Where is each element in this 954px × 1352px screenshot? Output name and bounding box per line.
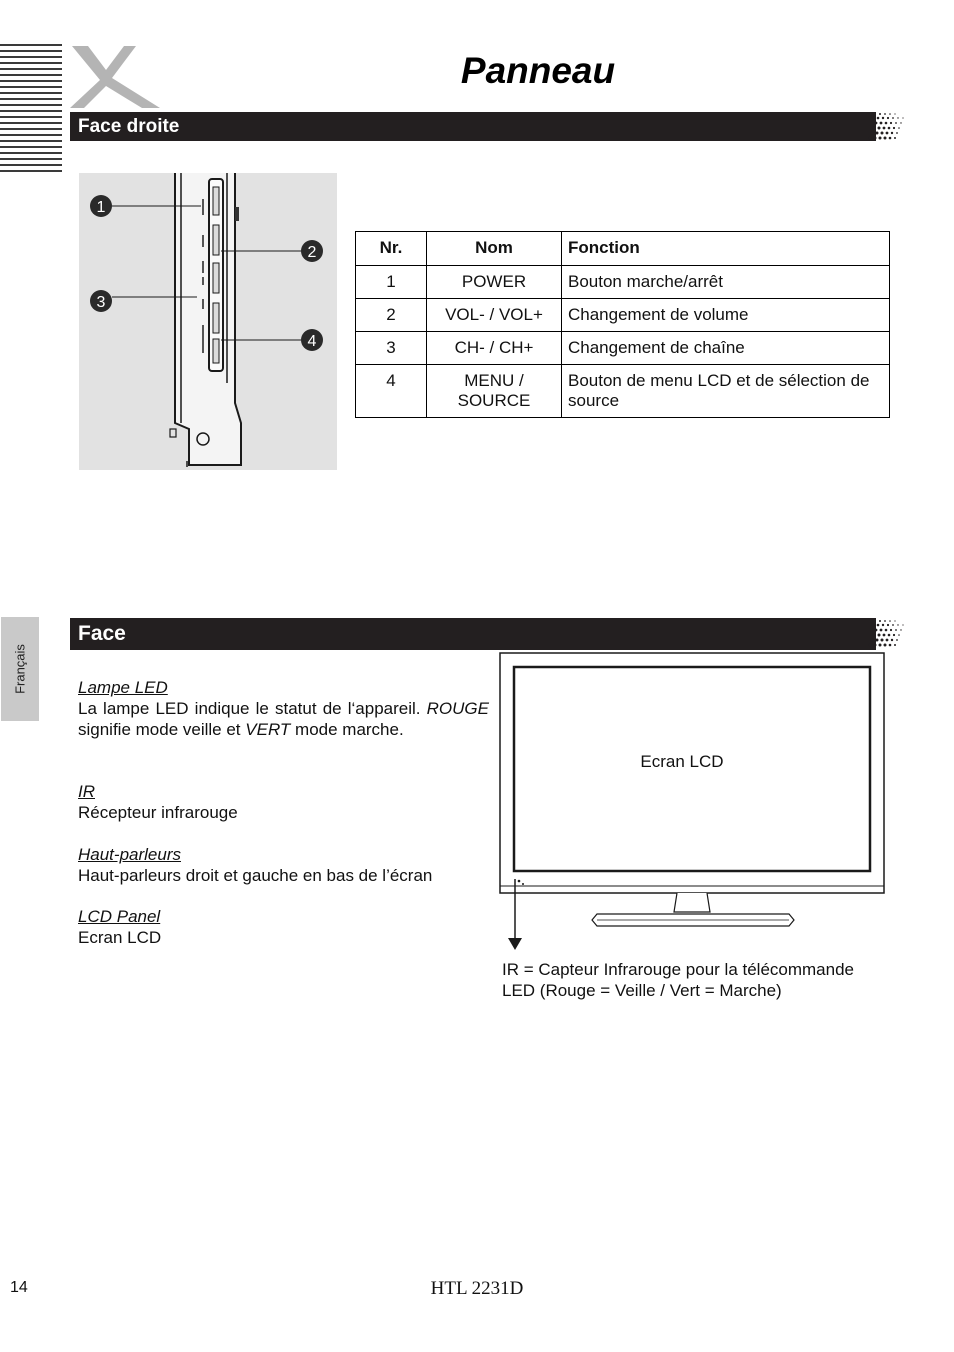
svg-text:3: 3 (96, 294, 106, 311)
model-name: HTL 2231D (430, 1278, 524, 1299)
page-title: Panneau (460, 50, 616, 91)
cell-nom: VOL- / VOL+ (427, 299, 562, 332)
description-text: Ecran LCD (78, 928, 162, 947)
description-heading: Haut-parleurs (78, 845, 181, 864)
table-row (356, 365, 890, 418)
svg-text:1: 1 (96, 199, 106, 216)
cell-nom: MENU / SOURCE (427, 365, 562, 418)
callout-2 (301, 240, 323, 262)
cell-nr: 4 (356, 365, 427, 418)
description-text: Récepteur infrarouge (78, 803, 238, 822)
header-fonction: Fonction (562, 232, 890, 266)
svg-text:2: 2 (307, 244, 317, 261)
callout-4 (301, 329, 323, 351)
description-ir (78, 781, 489, 823)
cell-nr: 2 (356, 299, 427, 332)
cell-fonction: Bouton de menu LCD et de sélection de source (562, 365, 890, 418)
cell-fonction: Changement de volume (562, 299, 890, 332)
cell-nom: CH- / CH+ (427, 332, 562, 365)
table-header-row (356, 232, 890, 266)
svg-text:4: 4 (307, 333, 317, 350)
description-led (78, 677, 489, 740)
table-row (356, 266, 890, 299)
description-heading: Lampe LED (78, 678, 168, 697)
cell-nom: POWER (427, 266, 562, 299)
text-segment: La lampe LED indique le statut de l‘appareil. (78, 699, 427, 718)
language-tab (1, 617, 39, 721)
header-stripes (0, 44, 62, 172)
table-row (356, 332, 890, 365)
page-number: 14 (10, 1279, 28, 1296)
callout-3 (90, 290, 112, 312)
description-heading: IR (78, 782, 95, 801)
description-text (78, 698, 489, 740)
bar-dots-decoration (866, 112, 906, 142)
note-line: IR = Capteur Infrarouge pour la télécommande (502, 960, 855, 979)
cell-nr: 1 (356, 266, 427, 299)
cell-nr: 3 (356, 332, 427, 365)
table-row (356, 299, 890, 332)
text-segment: signifie mode veille et (78, 720, 246, 739)
cell-fonction: Changement de chaîne (562, 332, 890, 365)
cell-fonction: Bouton marche/arrêt (562, 266, 890, 299)
description-speakers (78, 844, 489, 886)
tv-front-illustration (497, 650, 887, 955)
tv-screen-label: Ecran LCD (640, 752, 724, 771)
note-line: LED (Rouge = Veille / Vert = Marche) (502, 981, 782, 1000)
section-title: Face droite (78, 116, 180, 137)
bar-dots-decoration (866, 619, 906, 649)
header-nom: Nom (427, 232, 562, 266)
text-segment: mode marche. (290, 720, 404, 739)
section-bar-right-side (70, 112, 876, 141)
brand-logo-icon (66, 44, 166, 110)
language-label: Français (12, 644, 28, 694)
description-text: Haut-parleurs droit et gauche en bas de l’écran (78, 866, 433, 885)
section-bar-front (70, 618, 876, 650)
description-heading: LCD Panel (78, 907, 161, 926)
callout-1 (90, 195, 112, 217)
text-segment-green: VERT (245, 720, 291, 739)
section-title: Face (78, 622, 126, 645)
ir-led-note (502, 959, 922, 1001)
header-nr: Nr. (356, 232, 427, 266)
button-function-table (355, 231, 890, 418)
text-segment-red: ROUGE (426, 699, 489, 718)
side-panel-illustration (79, 173, 337, 470)
description-lcd-panel (78, 906, 489, 948)
